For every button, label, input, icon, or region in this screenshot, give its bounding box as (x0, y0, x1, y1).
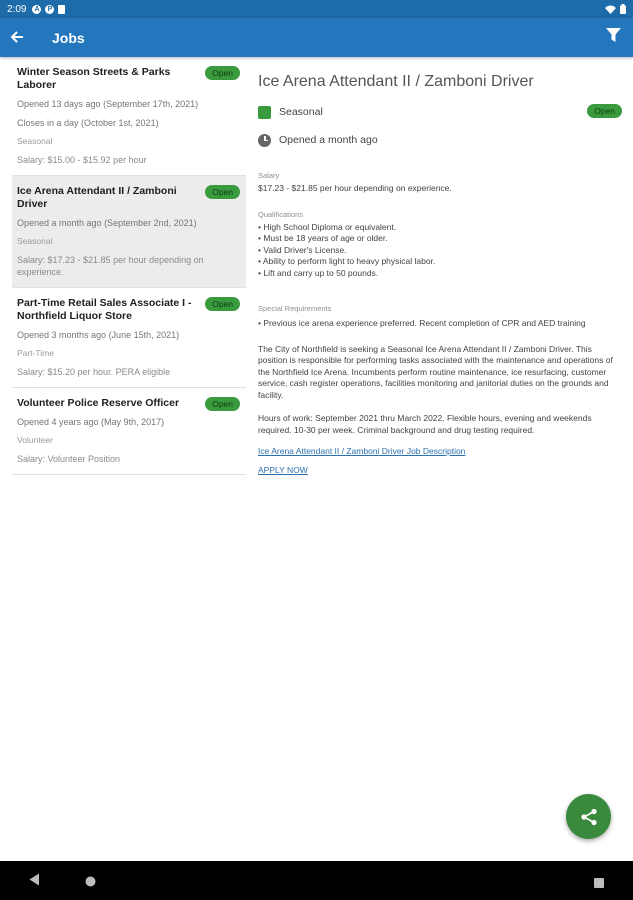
detail-type: Seasonal (279, 106, 323, 118)
job-opened: Opened 4 years ago (May 9th, 2017) (17, 417, 165, 427)
job-opened: Opened 3 months ago (June 15th, 2021) (17, 330, 180, 340)
special-requirements-label: Special Requirements (258, 304, 332, 313)
job-title: Part-Time Retail Sales Associate I - Northfield Liquor Store (17, 297, 192, 322)
nav-back-button[interactable] (29, 873, 40, 891)
job-salary: Salary: Volunteer Position (17, 454, 121, 464)
status-badge: Open (205, 66, 240, 80)
job-list-item[interactable] (12, 288, 246, 388)
arrow-left-icon (10, 30, 24, 44)
filter-icon (606, 28, 621, 42)
qualification-item: • Ability to perform light to heavy physical labor. (258, 256, 622, 268)
job-category: Volunteer (17, 435, 53, 445)
back-triangle-icon (29, 873, 40, 886)
status-bar (0, 0, 633, 18)
page-title: Jobs (52, 29, 85, 46)
job-list-item-selected[interactable] (12, 176, 246, 288)
salary-value: $17.23 - $21.85 per hour depending on experience. (258, 183, 452, 193)
qualification-item: • High School Diploma or equivalent. (258, 222, 622, 234)
job-detail-panel (258, 57, 622, 475)
job-description: The City of Northfield is seeking a Seasonal Ice Arena Attendant II / Zamboni Driver. This position is responsible for performing tasks associated with the maintenance and operations of the Northfield Ice Arena. Incumbents perform routine maintenance, ice resurfacing, customer service, cash register operations, facilities monitoring and janitorial duties on the grounds and facility. (258, 343, 613, 400)
job-category: Part-Time (17, 348, 54, 358)
detail-type-row (258, 104, 622, 120)
system-nav-bar (0, 861, 633, 900)
job-salary: Salary: $15.20 per hour. PERA eligible (17, 367, 171, 377)
status-badge: Open (205, 397, 240, 411)
job-title: Winter Season Streets & Parks Laborer (17, 66, 171, 91)
job-category: Seasonal (17, 136, 53, 146)
job-list-item[interactable] (12, 57, 246, 176)
nav-home-button[interactable] (85, 874, 96, 892)
clock-icon (258, 134, 271, 147)
status-badge: Open (205, 185, 240, 199)
job-opened: Opened a month ago (September 2nd, 2021) (17, 218, 197, 228)
job-salary: Salary: $17.23 - $21.85 per hour depending on experience. (17, 255, 204, 277)
qualification-item: • Must be 18 years of age or older. (258, 233, 622, 245)
job-hours: Hours of work: September 2021 thru March 2022. Flexible hours, evening and weekends required. 10-30 per week. Criminal background and drug testing required. (258, 413, 592, 435)
filter-button[interactable] (606, 28, 621, 47)
job-salary: Salary: $15.00 - $15.92 per hour (17, 155, 147, 165)
job-closes: Closes in a day (October 1st, 2021) (17, 118, 159, 128)
job-category: Seasonal (17, 236, 53, 246)
status-badge: Open (205, 297, 240, 311)
detail-opened-row (258, 132, 622, 148)
account-icon: A (34, 5, 40, 13)
clipboard-icon (58, 5, 65, 14)
special-requirements-text: • Previous ice arena experience preferred. Recent completion of CPR and AED training (258, 318, 586, 328)
share-button[interactable] (566, 794, 611, 839)
qualification-item: • Lift and carry up to 50 pounds. (258, 268, 622, 280)
job-list (12, 57, 246, 475)
detail-opened: Opened a month ago (279, 134, 378, 146)
job-title: Ice Arena Attendant II / Zamboni Driver (17, 185, 177, 210)
game-icon: P (45, 5, 54, 14)
wifi-icon (605, 5, 616, 14)
job-title: Volunteer Police Reserve Officer (17, 397, 180, 409)
back-button[interactable] (10, 29, 30, 47)
job-opened: Opened 13 days ago (September 17th, 2021) (17, 99, 199, 109)
job-list-item[interactable] (12, 388, 246, 475)
nav-recents-button[interactable] (594, 875, 604, 893)
qualification-item: • Valid Driver's License. (258, 245, 622, 257)
status-time: 2:09 (7, 3, 27, 15)
detail-status-badge: Open (587, 104, 622, 118)
qualifications-list (258, 222, 622, 280)
share-icon (580, 808, 598, 826)
recents-square-icon (594, 878, 604, 888)
salary-label: Salary (258, 171, 280, 180)
home-circle-icon (85, 876, 96, 887)
detail-title: Ice Arena Attendant II / Zamboni Driver (258, 73, 534, 90)
battery-icon (620, 4, 626, 14)
apply-now-link[interactable]: APPLY NOW (258, 465, 308, 475)
qualifications-label: Qualifications (258, 209, 304, 219)
type-square-icon (258, 106, 271, 119)
job-description-link[interactable]: Ice Arena Attendant II / Zamboni Driver Job Description (258, 446, 466, 456)
app-bar (0, 18, 633, 57)
